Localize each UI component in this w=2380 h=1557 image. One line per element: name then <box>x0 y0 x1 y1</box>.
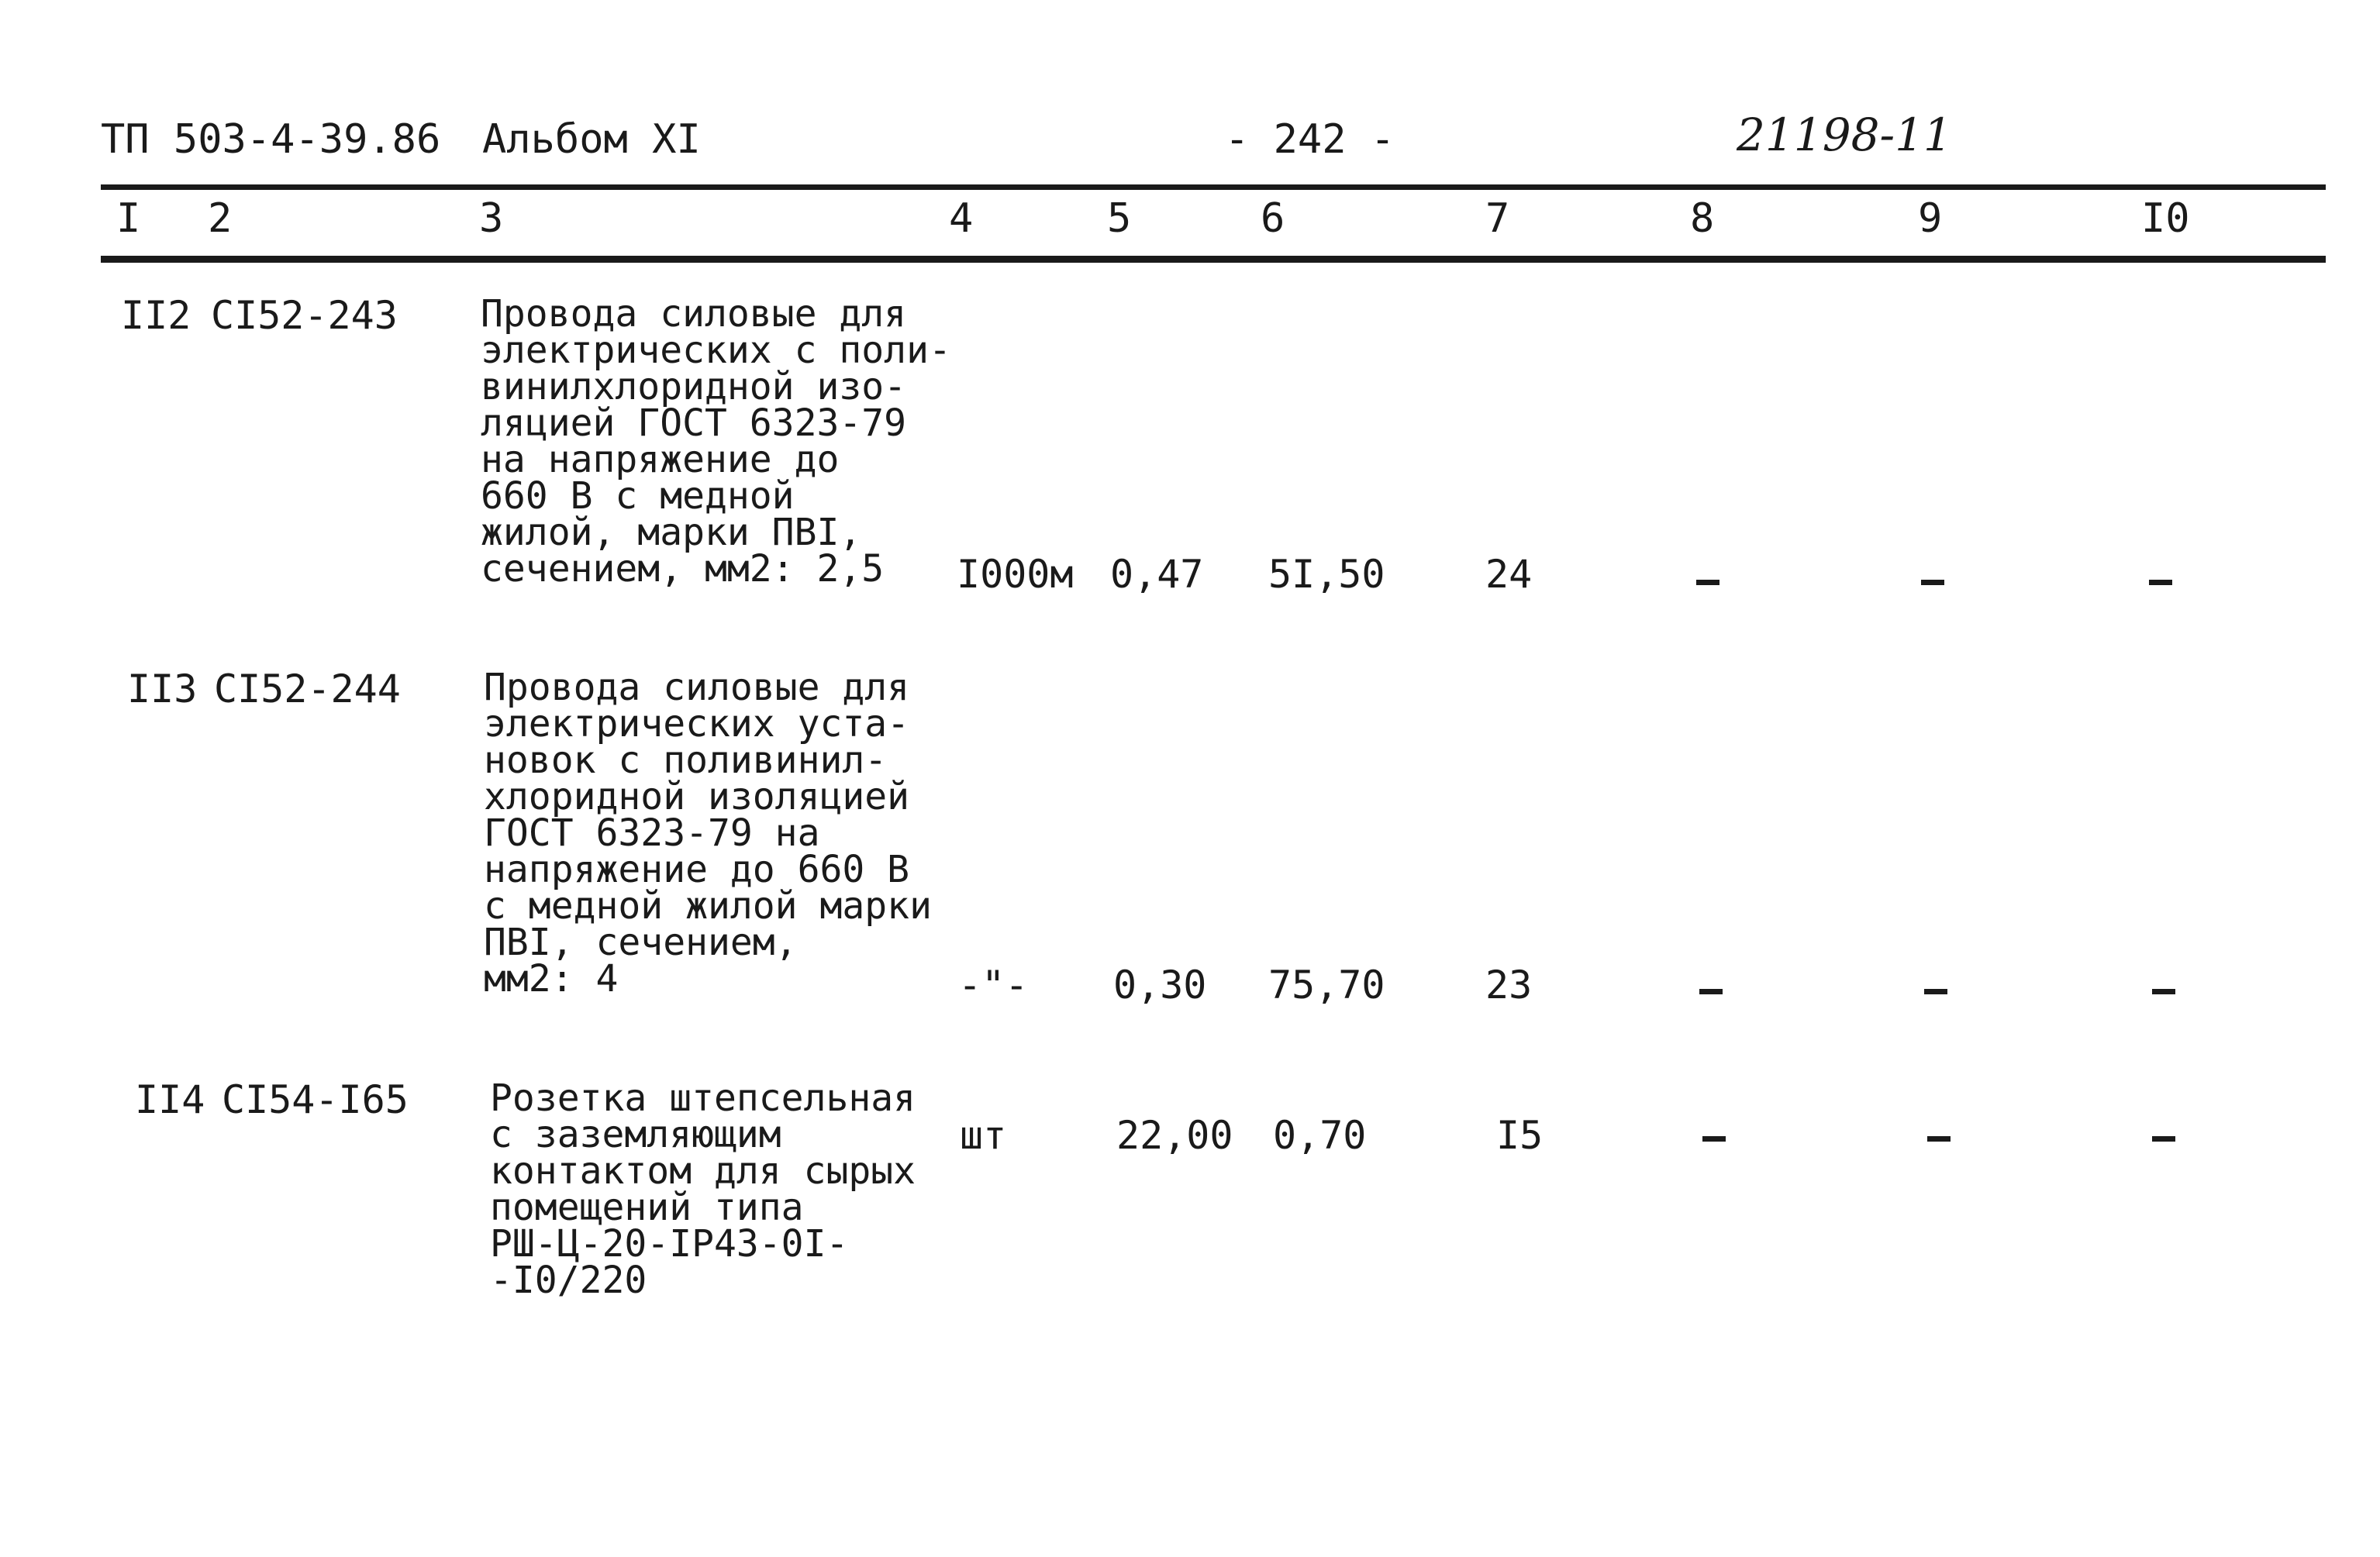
row-col-9-dash <box>1921 580 1944 585</box>
column-number-6: 6 <box>1261 195 1285 242</box>
row-col-7: 23 <box>1485 963 1533 1008</box>
row-description: Провода силовые для электрических уста- новок с поливинил- хлоридной изоляцией ГОСТ 6323-79 на напряжение до 660 В с медной жилой марки ПВI, сечением, мм2: 4 <box>484 666 932 1001</box>
row-col-5: 0,47 <box>1110 552 1204 597</box>
column-number-1: I <box>116 195 141 242</box>
column-number-8: 8 <box>1690 195 1715 242</box>
column-number-5: 5 <box>1107 195 1132 242</box>
column-number-4: 4 <box>949 195 974 242</box>
row-col-9-dash <box>1927 1136 1951 1142</box>
row-position: II4 <box>135 1077 205 1122</box>
row-col-9-dash <box>1924 989 1947 994</box>
row-unit: -"- <box>958 963 1029 1008</box>
column-number-7: 7 <box>1485 195 1510 242</box>
row-col-8-dash <box>1702 1136 1726 1142</box>
row-col-7: 24 <box>1485 552 1533 597</box>
row-col-7: I5 <box>1496 1113 1544 1158</box>
row-description: Провода силовые для электрических с поли- винилхлоридной изо- ляцией ГОСТ 6323-79 на напряжение до 660 В с медной жилой, марки ПВI, сечением, мм2: 2,5 <box>481 292 951 591</box>
row-code: CI54-I65 <box>222 1077 409 1122</box>
row-col-10-dash <box>2149 580 2172 585</box>
album-label: Альбом XI <box>482 116 701 163</box>
column-number-10: I0 <box>2141 195 2190 242</box>
row-col-6: 5I,50 <box>1268 552 1385 597</box>
table-header-bottom-rule <box>101 256 2326 263</box>
row-col-6: 0,70 <box>1273 1113 1367 1158</box>
table-top-rule <box>101 184 2326 190</box>
doc-code: ТП 503-4-39.86 <box>101 116 441 163</box>
row-col-10-dash <box>2152 989 2175 994</box>
row-col-5: 0,30 <box>1113 963 1207 1008</box>
row-col-8-dash <box>1699 989 1723 994</box>
row-col-8-dash <box>1696 580 1719 585</box>
row-code: CI52-244 <box>214 667 401 711</box>
page-number: - 242 - <box>1225 116 1395 163</box>
row-col-5: 22,00 <box>1116 1113 1233 1158</box>
row-description: Розетка штепсельная с заземляющим контактом для сырых помещений типа РШ-Ц-20-IР43-0I- -I0/220 <box>490 1076 916 1302</box>
row-unit: I000м <box>957 552 1074 597</box>
row-position: II3 <box>127 667 198 711</box>
row-position: II2 <box>121 293 191 338</box>
inventory-number: 21198-11 <box>1737 109 1952 161</box>
column-number-9: 9 <box>1918 195 1943 242</box>
row-code: CI52-243 <box>211 293 398 338</box>
row-unit: шт <box>960 1113 1007 1158</box>
column-number-3: 3 <box>479 195 504 242</box>
row-col-10-dash <box>2152 1136 2175 1142</box>
column-number-2: 2 <box>208 195 233 242</box>
row-col-6: 75,70 <box>1268 963 1385 1008</box>
